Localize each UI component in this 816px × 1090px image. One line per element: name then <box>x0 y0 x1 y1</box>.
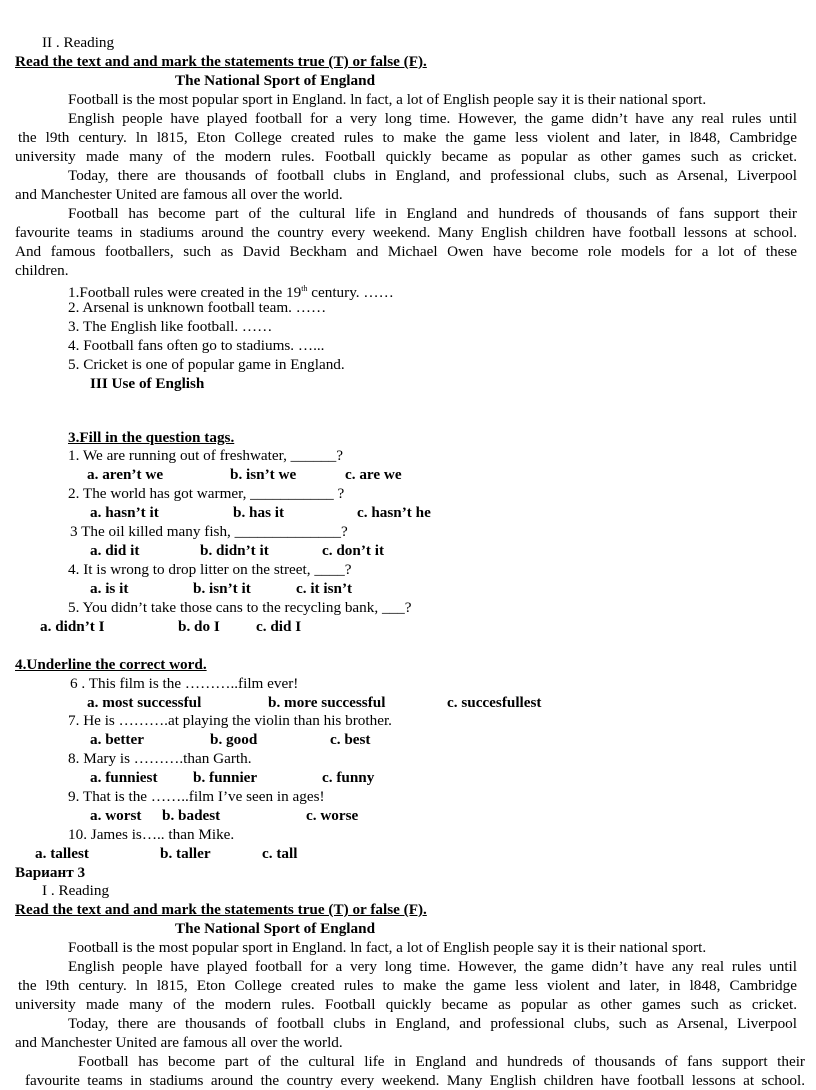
paragraph <box>25 1052 805 1090</box>
statement-2: 2. Arsenal is unknown football team. …… <box>68 299 327 316</box>
variant-heading: Вариант 3 <box>15 864 86 881</box>
paragraph <box>15 204 797 280</box>
question-10: 10. James is….. than Mike. <box>68 826 235 843</box>
option-b: b. do I <box>178 618 220 635</box>
section-heading: I . Reading <box>42 882 110 899</box>
option-b: b. didn’t it <box>200 542 269 559</box>
option-a: a. better <box>90 731 144 748</box>
text-line: and Manchester United are famous all over the world. <box>15 186 343 203</box>
option-b: b. taller <box>160 845 211 862</box>
text-line: English people have played football for a very long time. However, the game didn’t have any real rules until <box>68 958 797 975</box>
option-c: c. did I <box>256 618 302 635</box>
text-line: favourite teams in stadiums around the country every weekend. Many English children have football lessons at school. <box>25 1072 805 1089</box>
option-b: b. funnier <box>193 769 258 786</box>
text-line: the l9th century. ln l815, Eton College created rules to make the game less violent and later, in l848, Cambridge <box>18 977 797 994</box>
option-b: b. has it <box>233 504 285 521</box>
option-c: c. are we <box>345 466 402 483</box>
question-5: 5. You didn’t take those cans to the recycling bank, ___? <box>68 599 412 616</box>
text-line: And famous footballers, such as David Beckham and Michael Owen have become role models for a lot of these <box>15 243 797 260</box>
option-c: c. succesfullest <box>447 694 542 711</box>
question-7: 7. He is ……….at playing the violin than his brother. <box>68 712 392 729</box>
option-c: c. best <box>330 731 371 748</box>
task-instruction: Read the text and and mark the statements true (T) or false (F). <box>15 901 427 918</box>
option-a: a. didn’t I <box>40 618 105 635</box>
option-c: c. don’t it <box>322 542 385 559</box>
option-a: a. worst <box>90 807 142 824</box>
text-line: Today, there are thousands of football clubs in England, and professional clubs, such as Arsenal, Liverpool <box>68 1015 797 1032</box>
question-3: 3 The oil killed many fish, ______________? <box>70 523 348 540</box>
option-b: b. badest <box>162 807 221 824</box>
question-6: 6 . This film is the ………..film ever! <box>70 675 299 692</box>
statement-5: 5. Cricket is one of popular game in England. <box>68 356 345 373</box>
text-line: favourite teams in stadiums around the country every weekend. Many English children have football lessons at school. <box>15 224 797 241</box>
option-a: a. did it <box>90 542 140 559</box>
paragraph: Football is the most popular sport in England. ln fact, a lot of English people say it is their national sport. <box>68 939 707 956</box>
option-a: a. tallest <box>35 845 89 862</box>
text-line: and Manchester United are famous all over the world. <box>15 1034 343 1051</box>
option-b: b. isn’t we <box>230 466 297 483</box>
option-c: c. worse <box>306 807 359 824</box>
text-line: English people have played football for a very long time. However, the game didn’t have any real rules until <box>68 110 797 127</box>
text-line: Football has become part of the cultural life in England and hundreds of thousands of fans support their <box>78 1053 805 1070</box>
text-line: the l9th century. ln l815, Eton College created rules to make the game less violent and later, in l848, Cambridge <box>18 129 797 146</box>
question-4: 4. It is wrong to drop litter on the street, ____? <box>68 561 352 578</box>
option-c: c. hasn’t he <box>357 504 431 521</box>
paragraph <box>15 1014 797 1052</box>
paragraph <box>15 957 797 1014</box>
option-c: c. it isn’t <box>296 580 353 597</box>
section-heading: III Use of English <box>90 375 205 392</box>
text-line: university made many of the modern rules. Football quickly became as popular as other games such as cricket. <box>15 148 797 165</box>
option-a: a. most successful <box>87 694 202 711</box>
text-title: The National Sport of England <box>175 920 376 937</box>
option-a: a. is it <box>90 580 129 597</box>
question-1: 1. We are running out of freshwater, ______? <box>68 447 343 464</box>
option-b: b. good <box>210 731 258 748</box>
statement-3: 3. The English like football. …… <box>68 318 273 335</box>
paragraph <box>15 109 797 166</box>
option-a: a. funniest <box>90 769 158 786</box>
text-line: university made many of the modern rules. Football quickly became as popular as other games such as cricket. <box>15 996 797 1013</box>
task-instruction: Read the text and and mark the statements true (T) or false (F). <box>15 53 427 70</box>
paragraph <box>15 166 797 204</box>
text-title: The National Sport of England <box>175 72 376 89</box>
text-line: children. <box>15 262 69 279</box>
text-line: Today, there are thousands of football clubs in England, and professional clubs, such as Arsenal, Liverpool <box>68 167 797 184</box>
option-c: c. tall <box>262 845 298 862</box>
option-a: a. hasn’t it <box>90 504 159 521</box>
text-line: Football has become part of the cultural life in England and hundreds of thousands of fans support their <box>68 205 797 222</box>
option-c: c. funny <box>322 769 375 786</box>
exercise-heading: 4.Underline the correct word. <box>15 656 207 673</box>
question-9: 9. That is the ……..film I’ve seen in ages! <box>68 788 325 805</box>
section-heading: II . Reading <box>42 34 115 51</box>
statement-4: 4. Football fans often go to stadiums. …... <box>68 337 325 354</box>
question-2: 2. The world has got warmer, ___________ ? <box>68 485 345 502</box>
question-8: 8. Mary is ……….than Garth. <box>68 750 252 767</box>
option-a: a. aren’t we <box>87 466 164 483</box>
option-b: b. more successful <box>268 694 386 711</box>
exercise-heading: 3.Fill in the question tags. <box>68 429 235 446</box>
paragraph: Football is the most popular sport in England. ln fact, a lot of English people say it is their national sport. <box>68 91 707 108</box>
option-b: b. isn’t it <box>193 580 251 597</box>
statement-1: 1.Football rules were created in the 19th century. …… <box>68 284 394 302</box>
